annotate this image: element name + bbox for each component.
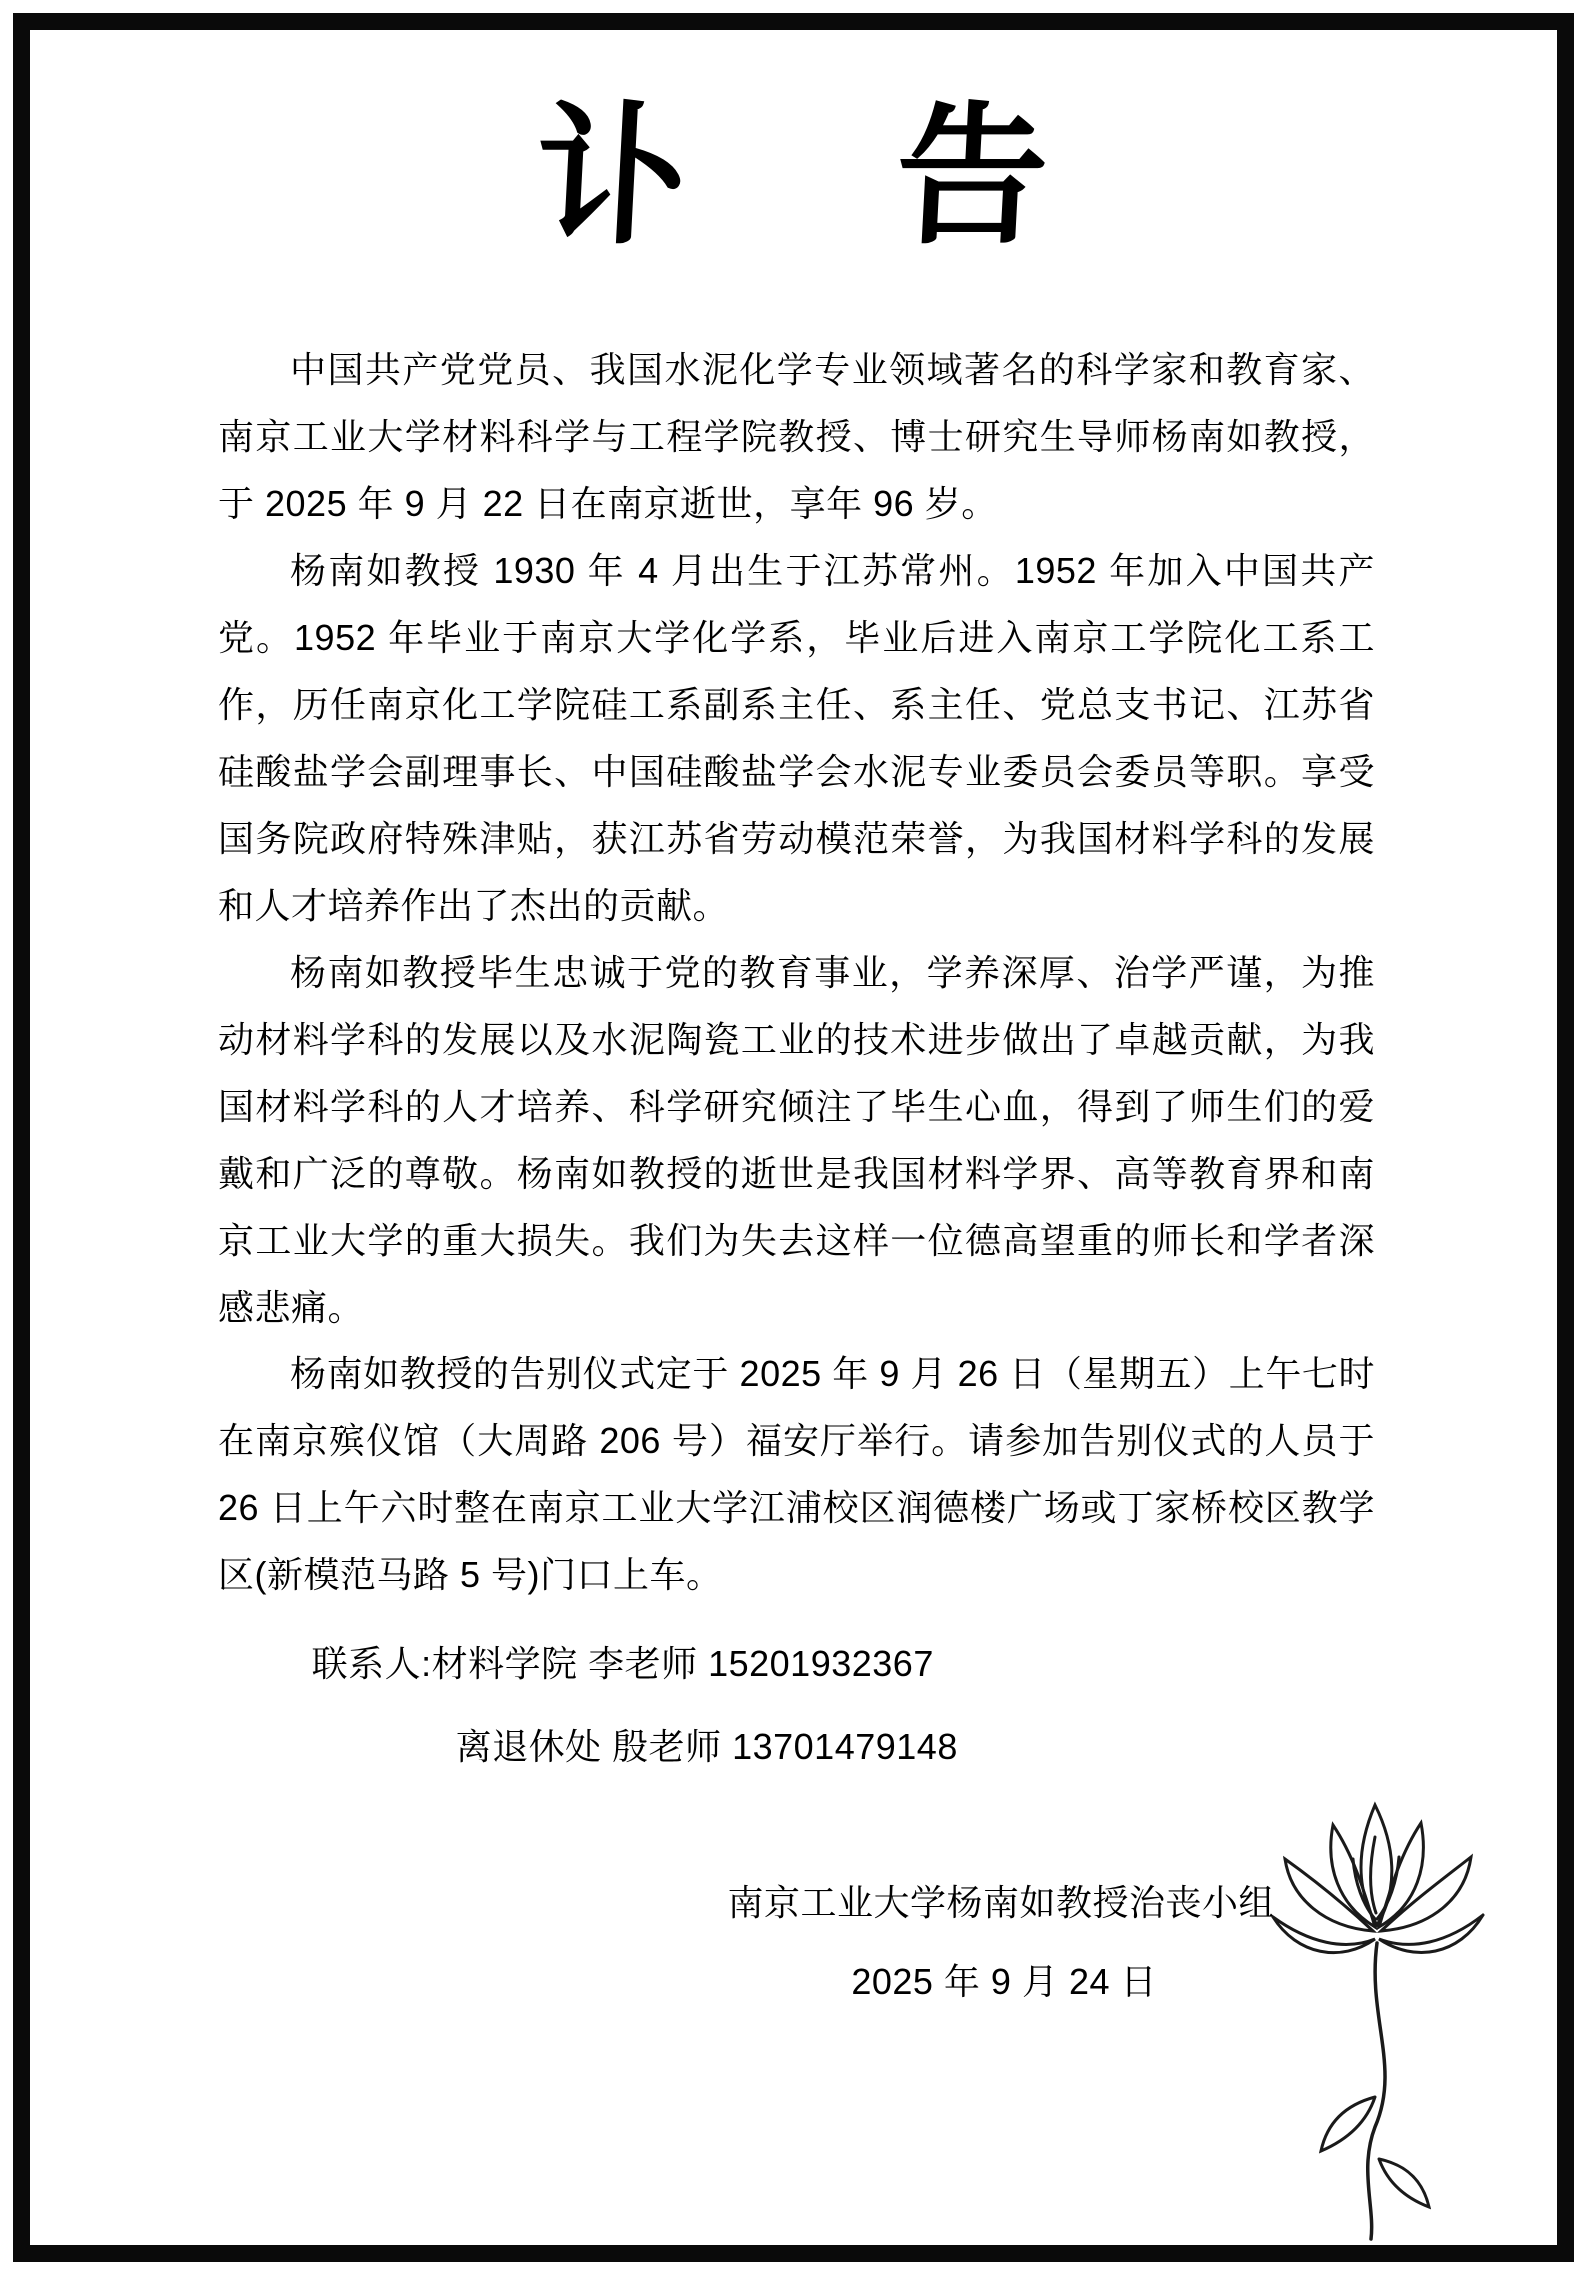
page-title: 讣 告 bbox=[531, 86, 1062, 265]
lotus-flower-icon bbox=[1225, 1767, 1535, 2247]
paragraph-biography: 杨南如教授 1930 年 4 月出生于江苏常州。1952 年加入中国共产党。1952 年毕业于南京大学化学系，毕业后进入南京工学院化工系工作，历任南京化工学院硅工系副系主任、系主任、党总支书记、江苏省硅酸盐学会副理事长、中国硅酸盐学会水泥专业委员会委员等职。享受国务院政府特殊津贴，获江苏省劳动模范荣誉，为我国材料学科的发展和人才培养作出了杰出的贡献。 bbox=[218, 550, 1375, 926]
paragraph-tribute: 杨南如教授毕生忠诚于党的教育事业，学养深厚、治学严谨，为推动材料学科的发展以及水泥陶瓷工业的技术进步做出了卓越贡献，为我国材料学科的人才培养、科学研究倾注了毕生心血，得到了师生们的爱戴和广泛的尊敬。杨南如教授的逝世是我国材料学界、高等教育界和南京工业大学的重大损失。我们为失去这样一位德高望重的师长和学者深感悲痛。 bbox=[218, 951, 1375, 1328]
contact-line-retirement-office: 离退休处 殷老师 13701479148 bbox=[455, 1726, 958, 1768]
paragraph-ceremony-info: 杨南如教授的告别仪式定于 2025 年 9 月 26 日（星期五）上午七时在南京殡仪馆（大周路 206 号）福安厅举行。请参加告别仪式的人员于 26 日上午六时整在南京工业大学江浦校区润德楼广场或丁家桥校区教学区(新模范马路 5 号)门口上车。 bbox=[218, 1353, 1375, 1596]
obituary-body bbox=[218, 337, 1375, 1609]
contact-section bbox=[218, 1623, 1375, 1789]
paragraph-intro: 中国共产党党员、我国水泥化学专业领域著名的科学家和教育家、南京工业大学材料科学与工程学院教授、博士研究生导师杨南如教授，于 2025 年 9 月 22 日在南京逝世，享年 96 岁。 bbox=[218, 349, 1375, 525]
signature-committee: 南京工业大学杨南如教授治丧小组 bbox=[727, 1881, 1275, 1923]
contact-line-material-school: 联系人:材料学院 李老师 15201932367 bbox=[311, 1643, 934, 1685]
signature-date: 2025 年 9 月 24 日 bbox=[851, 1961, 1157, 2003]
signature-block bbox=[218, 1863, 1375, 2021]
